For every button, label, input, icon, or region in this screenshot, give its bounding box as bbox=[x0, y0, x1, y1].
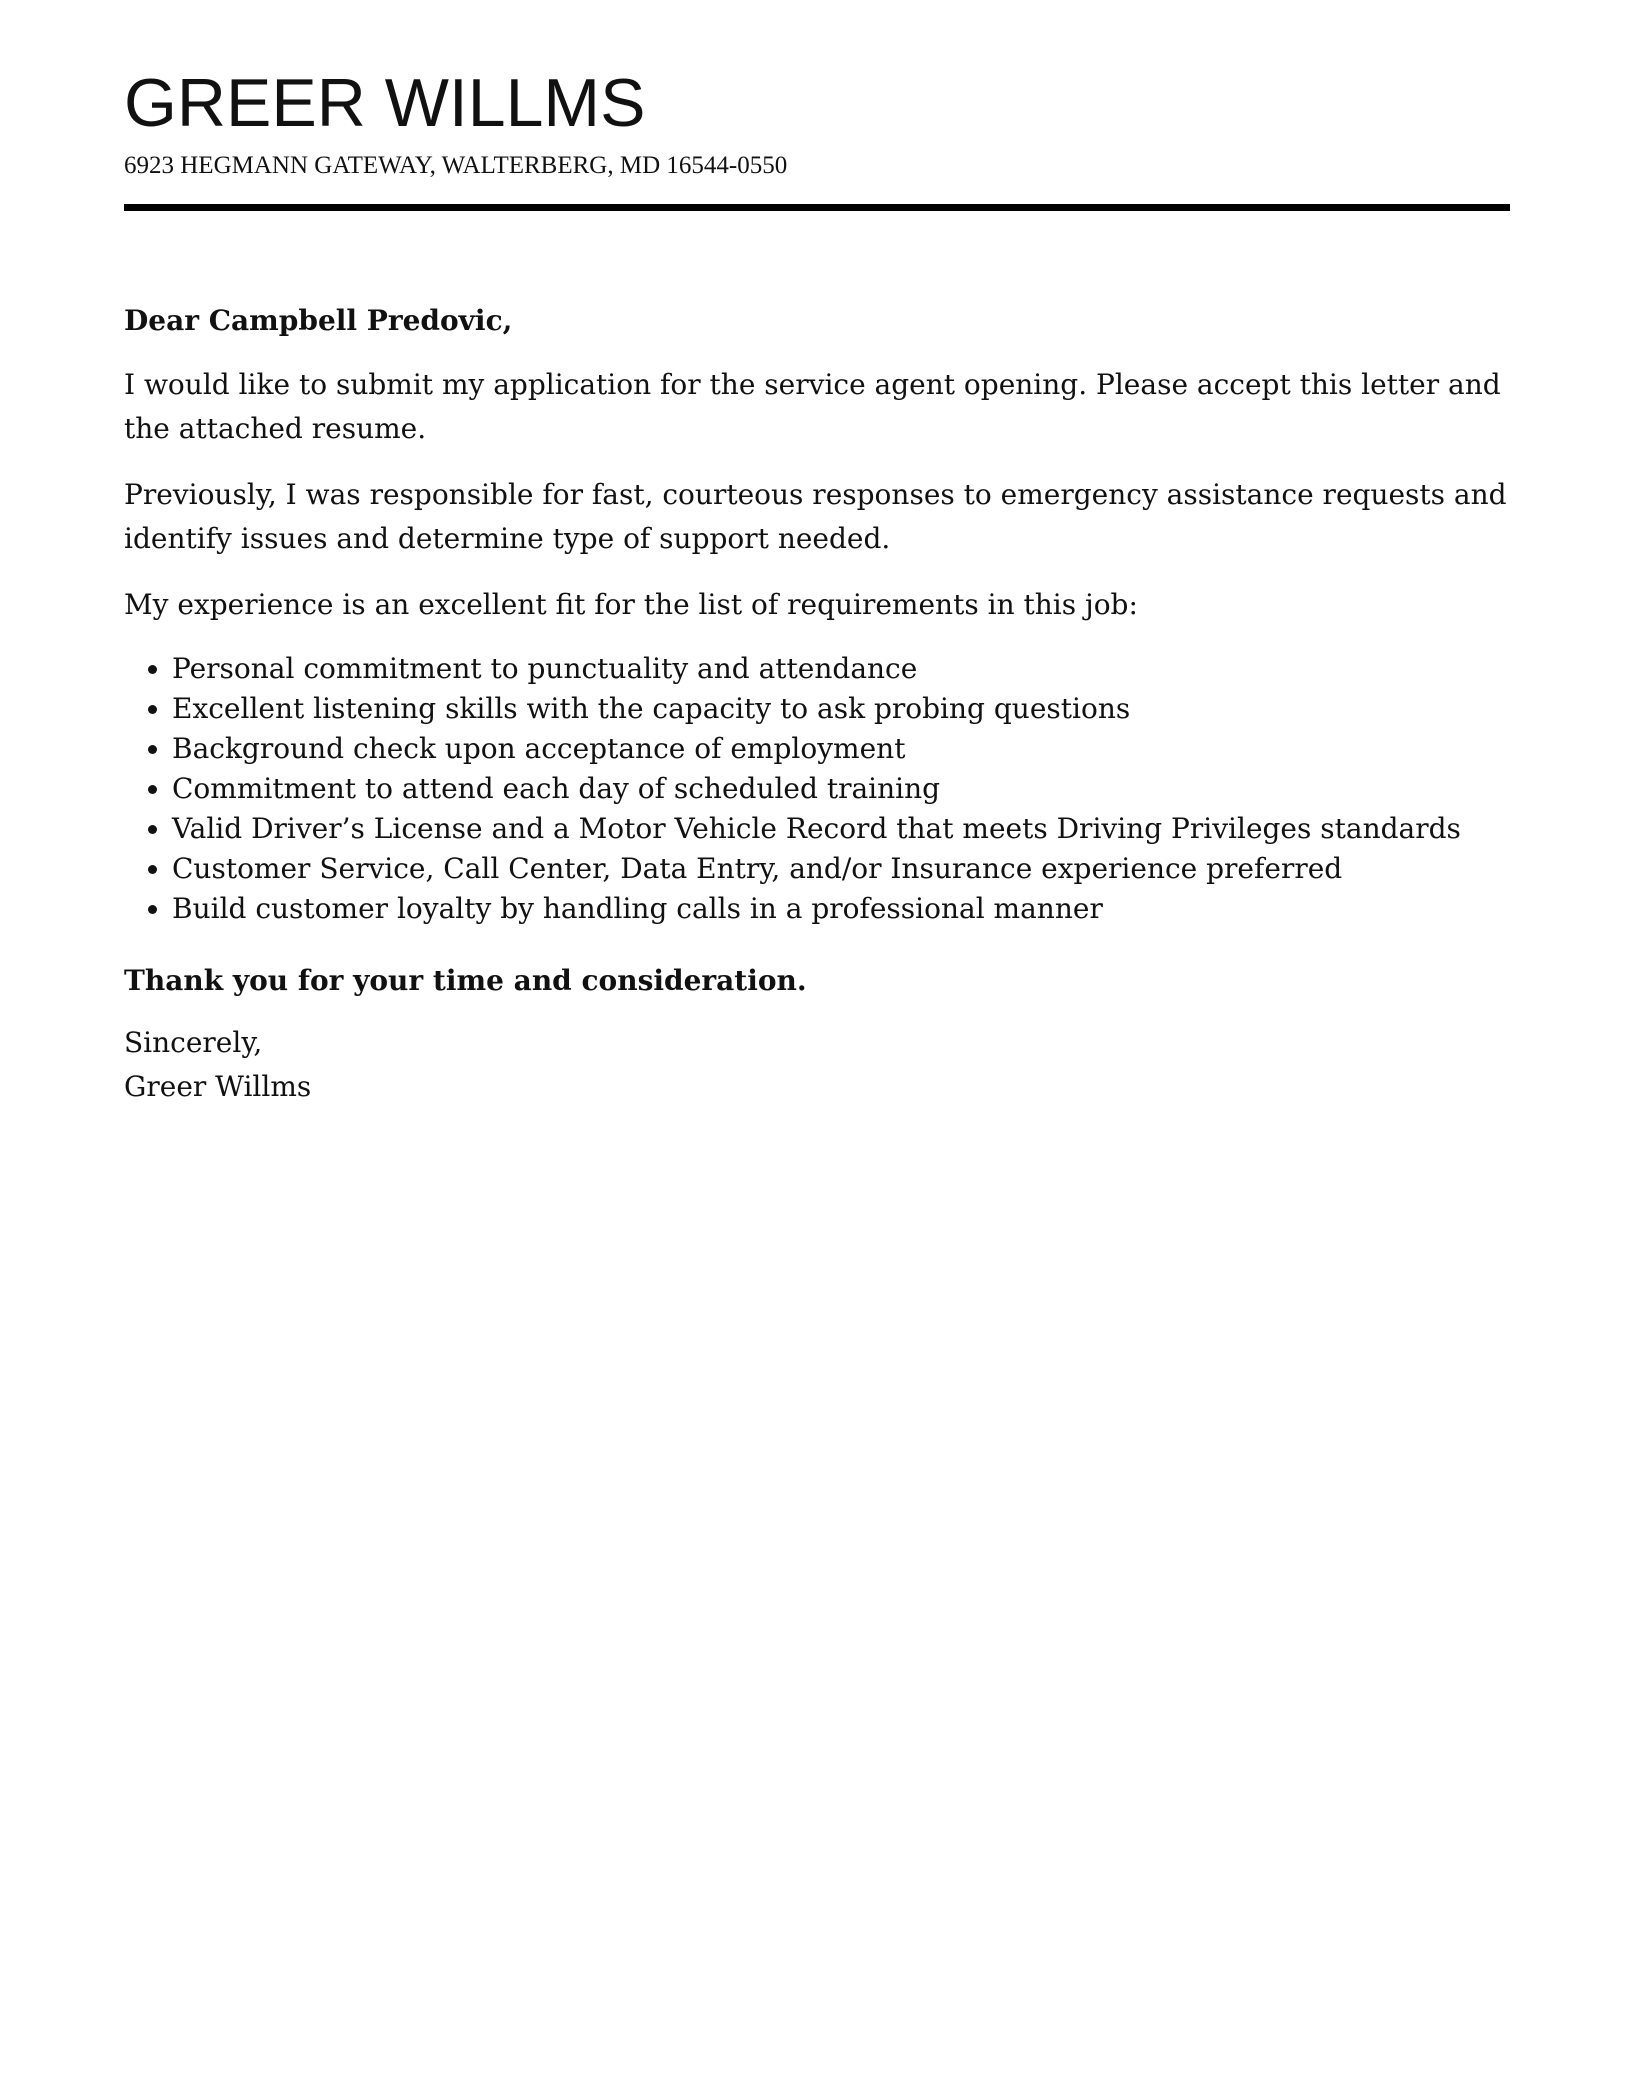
requirements-list bbox=[124, 649, 1510, 929]
letter-body bbox=[124, 299, 1510, 1109]
cover-letter-page bbox=[124, 62, 1510, 1109]
paragraph-experience: Previously, I was responsible for fast, courteous responses to emergency assistance requests and identify issues and determine type of support needed. bbox=[124, 478, 1507, 555]
paragraph-requirements-lead: My experience is an excellent fit for the list of requirements in this job: bbox=[124, 588, 1138, 621]
list-item: • Personal commitment to punctuality and attendance bbox=[172, 649, 1510, 689]
applicant-name: GREER WILLMS bbox=[124, 65, 646, 141]
list-item: • Commitment to attend each day of scheduled training bbox=[172, 769, 1510, 809]
signature-name: Greer Willms bbox=[124, 1070, 312, 1103]
salutation: Dear Campbell Predovic, bbox=[124, 304, 513, 337]
list-item: • Customer Service, Call Center, Data Entry, and/or Insurance experience preferred bbox=[172, 849, 1510, 889]
header-divider bbox=[124, 204, 1510, 211]
list-item: • Valid Driver’s License and a Motor Vehicle Record that meets Driving Privileges standards bbox=[172, 809, 1510, 849]
list-item: • Excellent listening skills with the capacity to ask probing questions bbox=[172, 689, 1510, 729]
applicant-address: 6923 HEGMANN GATEWAY, WALTERBERG, MD 16544-0550 bbox=[124, 152, 788, 179]
paragraph-intro: I would like to submit my application for the service agent opening. Please accept this letter and the attached resume. bbox=[124, 368, 1501, 445]
signoff-word: Sincerely, bbox=[124, 1026, 263, 1059]
list-item: • Background check upon acceptance of employment bbox=[172, 729, 1510, 769]
closing-statement: Thank you for your time and consideration. bbox=[124, 964, 807, 997]
list-item: • Build customer loyalty by handling calls in a professional manner bbox=[172, 889, 1510, 929]
letter-header bbox=[124, 62, 1510, 211]
signoff bbox=[124, 1021, 1510, 1109]
